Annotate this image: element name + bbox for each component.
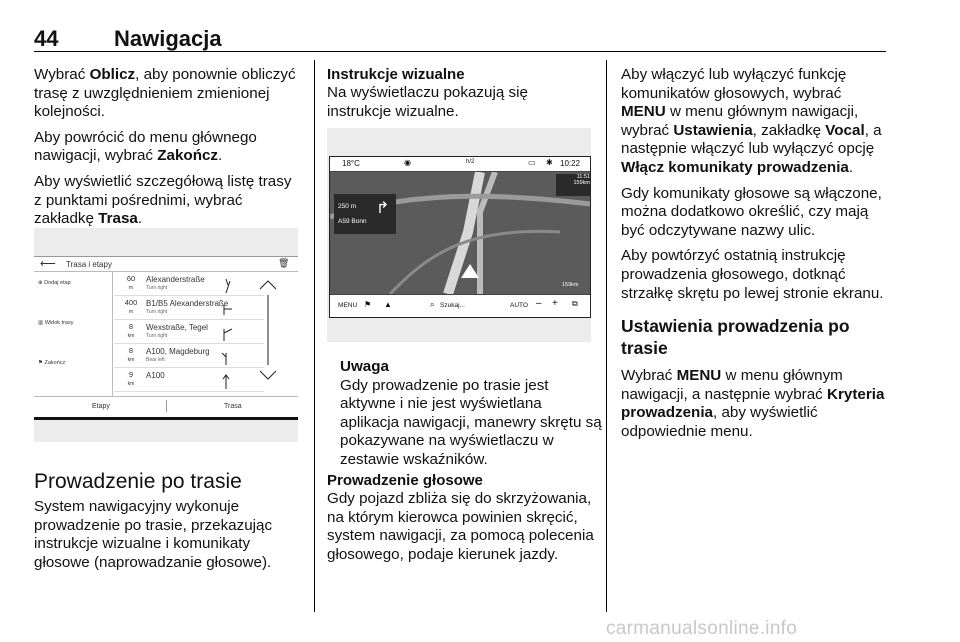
turn-icons-column	[214, 275, 298, 395]
trash-icon: 🗑	[278, 258, 290, 268]
column-divider	[606, 60, 607, 612]
add-stop-button: ⊕ Dodaj etap	[38, 280, 71, 286]
chat-icon: ▭	[528, 158, 536, 167]
tab-route: Trasa	[224, 403, 242, 410]
tab-bar	[34, 396, 298, 417]
list-item: 9 km A100	[114, 369, 264, 392]
map-screen	[329, 156, 591, 318]
turn-right-icon	[224, 305, 232, 315]
paragraph: Na wyświetlaczu pokazują się instrukcje wizualne.	[327, 84, 528, 120]
gear-icon: ✱	[546, 158, 553, 167]
paragraph: Wybrać Oblicz, aby ponownie obliczyć trasę z uwzględnieniem zmienionej kolejności.	[34, 66, 296, 121]
paragraph: Wybrać MENU w menu głównym nawigacji, a następnie wybrać Kryteria prowadzenia, aby wyświetlić odpowiednie menu.	[621, 367, 885, 440]
list-item: 8 km Wexstraße, Tegel Turn right	[114, 321, 264, 344]
paragraph: Gdy komunikaty głosowe są włączone, można dodatkowo określić, czy mają być odczytywane nazwy ulic.	[621, 184, 882, 239]
column-1-lower	[34, 469, 304, 579]
section-heading: Prowadzenie po trasie	[34, 470, 242, 493]
clock: 10:22	[560, 159, 581, 168]
subheading: Instrukcje wizualne	[327, 66, 465, 83]
chevron-down-icon	[260, 371, 276, 379]
column-divider	[314, 60, 315, 612]
column-2	[327, 66, 595, 128]
watermark: carmanualsonline.info	[606, 618, 798, 639]
column-1	[34, 66, 302, 236]
header-rule	[34, 51, 886, 52]
map-screenshot	[327, 128, 591, 342]
route-screen	[34, 256, 298, 420]
search-icon: ⌕	[430, 300, 435, 309]
note-box	[340, 358, 602, 470]
maneuver-panel	[334, 194, 396, 234]
tab-stops: Etapy	[92, 403, 110, 410]
flag-icon: ⚑	[364, 300, 372, 309]
screen-title: Trasa i etapy	[66, 260, 112, 269]
back-arrow-icon: ⟵	[40, 258, 56, 270]
location-icon: ◉	[404, 158, 411, 167]
search-field: Szukaj...	[440, 302, 465, 309]
paragraph: Aby włączyć lub wyłączyć funkcję komunikatów głosowych, wybrać MENU w menu głównym nawigacji, wybrać Ustawienia, zakładkę Vocal, a następnie włączyć lub wyłączyć opcję Włącz komunikaty prowadzenia.	[621, 66, 882, 176]
chevron-up-icon	[260, 281, 276, 289]
turn-right-icon	[224, 329, 232, 341]
title-bar	[34, 257, 298, 272]
bear-left-icon	[222, 353, 226, 365]
paragraph: System nawigacyjny wykonuje prowadzenie po trasie, przekazując instrukcje wizualne i komunikaty głosowe (naprowadzanie głosowe).	[34, 498, 273, 571]
status-bar	[330, 157, 590, 172]
route-list-screenshot	[34, 228, 298, 442]
subheading: Prowadzenie głosowe	[327, 472, 483, 489]
page-number: 44	[34, 26, 59, 51]
section-title: Nawigacja	[114, 26, 222, 51]
remaining-distance: 159km	[573, 180, 590, 186]
column-2-lower	[327, 472, 597, 571]
menu-button: MENU	[338, 302, 358, 309]
eta-panel	[556, 174, 590, 196]
note-body: Gdy prowadzenie po trasie jest aktywne i nie jest wyświetlana aplikacja nawigacji, manewry skrętu są pokazywane na wyświetlaczu w zestawie wskaźników.	[340, 376, 602, 468]
status-icon: h/2	[466, 159, 475, 165]
note-heading: Uwaga	[340, 358, 389, 375]
side-menu	[34, 272, 113, 396]
navigation-arrow-icon: ▲	[384, 300, 392, 309]
turn-right-arrow-icon[interactable]: ↱	[376, 200, 390, 217]
maneuver-road: A59 Bonn	[338, 218, 367, 225]
arrival-time: 11:51	[576, 174, 590, 180]
section-heading: Ustawienia prowadzenia po trasie	[621, 316, 850, 359]
turn-right-icon	[226, 279, 230, 293]
route-view-button: ▥ Widok trasy	[38, 320, 74, 326]
paragraph: Gdy pojazd zbliża się do skrzyżowania, na którym kierowca powinien skręcić, system nawigacji, za pomocą polecenia głosowego, podaje kierunek jazdy.	[327, 490, 594, 563]
paragraph: Aby powtórzyć ostatnią instrukcję prowadzenia głosowego, dotknąć strzałkę skrętu po lewej stronie ekranu.	[621, 247, 884, 302]
list-item: 400 m B1/B5 Alexanderstraße Turn right	[114, 297, 264, 320]
paragraph: Aby wyświetlić szczegółową listę trasy z punktami pośrednimi, wybrać zakładkę Trasa.	[34, 172, 292, 228]
list-item: 60 m Alexanderstraße Turn right	[114, 273, 264, 296]
column-3	[621, 66, 889, 449]
map-toolbar	[330, 294, 590, 317]
view-toggle-icon: ⧉	[572, 299, 578, 308]
list-item: 8 km A100, Magdeburg Bear left	[114, 345, 264, 368]
zoom-in-icon: +	[552, 298, 558, 309]
zoom-out-icon: –	[536, 298, 542, 309]
maneuver-distance: 250 m	[338, 203, 357, 210]
scale-label: 159km	[562, 282, 579, 288]
page-header	[34, 26, 886, 52]
temperature: 18°C	[342, 159, 360, 168]
straight-icon	[223, 375, 229, 389]
paragraph: Aby powrócić do menu głównego nawigacji, wybrać Zakończ.	[34, 128, 257, 165]
finish-button: ⚑ Zakończ	[38, 360, 66, 366]
map-view	[330, 172, 590, 294]
auto-zoom-label: AUTO	[510, 302, 528, 309]
